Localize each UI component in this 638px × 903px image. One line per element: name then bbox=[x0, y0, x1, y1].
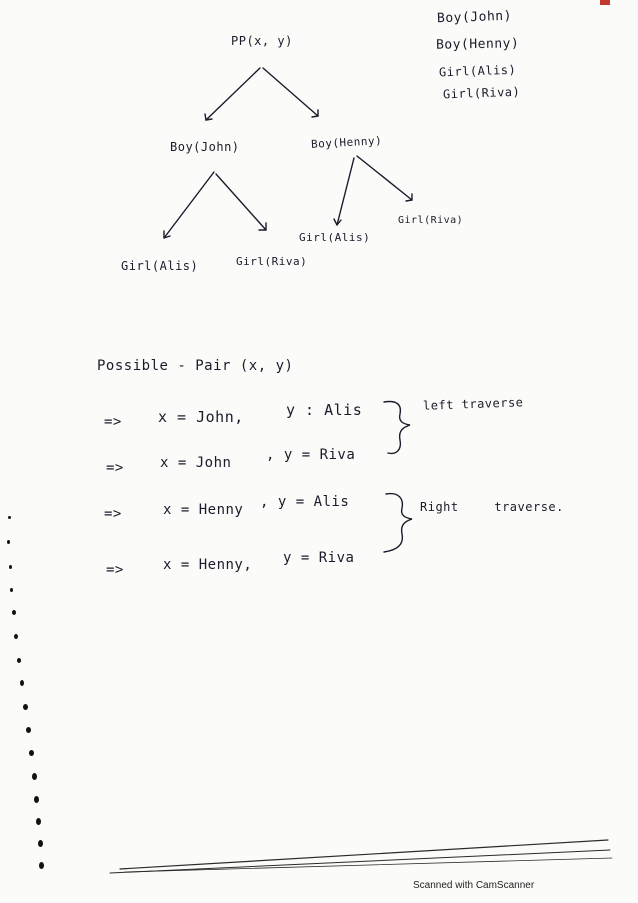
tree-root: PP(x, y) bbox=[231, 34, 293, 48]
pair-arrow-2: => bbox=[106, 460, 124, 476]
fact-3: Girl(Alis) bbox=[438, 62, 517, 80]
pair-y-3: , y = Alis bbox=[260, 494, 350, 510]
pairs-heading: Possible - Pair (x, y) bbox=[97, 358, 294, 374]
fact-1: Boy(John) bbox=[436, 8, 513, 27]
pair-x-3: x = Henny bbox=[163, 502, 244, 518]
tree-right-child-alis: Girl(Alis) bbox=[299, 231, 371, 244]
pair-x-1: x = John, bbox=[158, 408, 244, 426]
tree-right-node: Boy(Henny) bbox=[310, 134, 383, 151]
fact-4: Girl(Riva) bbox=[442, 84, 521, 102]
pair-x-4: x = Henny, bbox=[163, 557, 253, 573]
tree-left-node: Boy(John) bbox=[170, 140, 240, 154]
pair-y-2: , y = Riva bbox=[266, 447, 356, 463]
pair-y-1: y : Alis bbox=[286, 401, 363, 419]
pair-x-2: x = John bbox=[160, 455, 232, 471]
tree-left-child-alis: Girl(Alis) bbox=[121, 259, 199, 273]
pair-arrow-4: => bbox=[106, 562, 124, 578]
scanner-watermark: Scanned with CamScanner bbox=[413, 880, 535, 891]
pair-arrow-3: => bbox=[104, 506, 122, 522]
tree-right-child-riva: Girl(Riva) bbox=[398, 215, 464, 226]
pair-arrow-1: => bbox=[104, 414, 122, 430]
right-traverse-note: Right traverse. bbox=[420, 500, 564, 514]
left-traverse-note: left traverse bbox=[422, 395, 524, 413]
tree-left-child-riva: Girl(Riva) bbox=[236, 255, 308, 268]
fact-2: Boy(Henny) bbox=[435, 36, 520, 53]
pair-y-4: y = Riva bbox=[283, 550, 355, 566]
